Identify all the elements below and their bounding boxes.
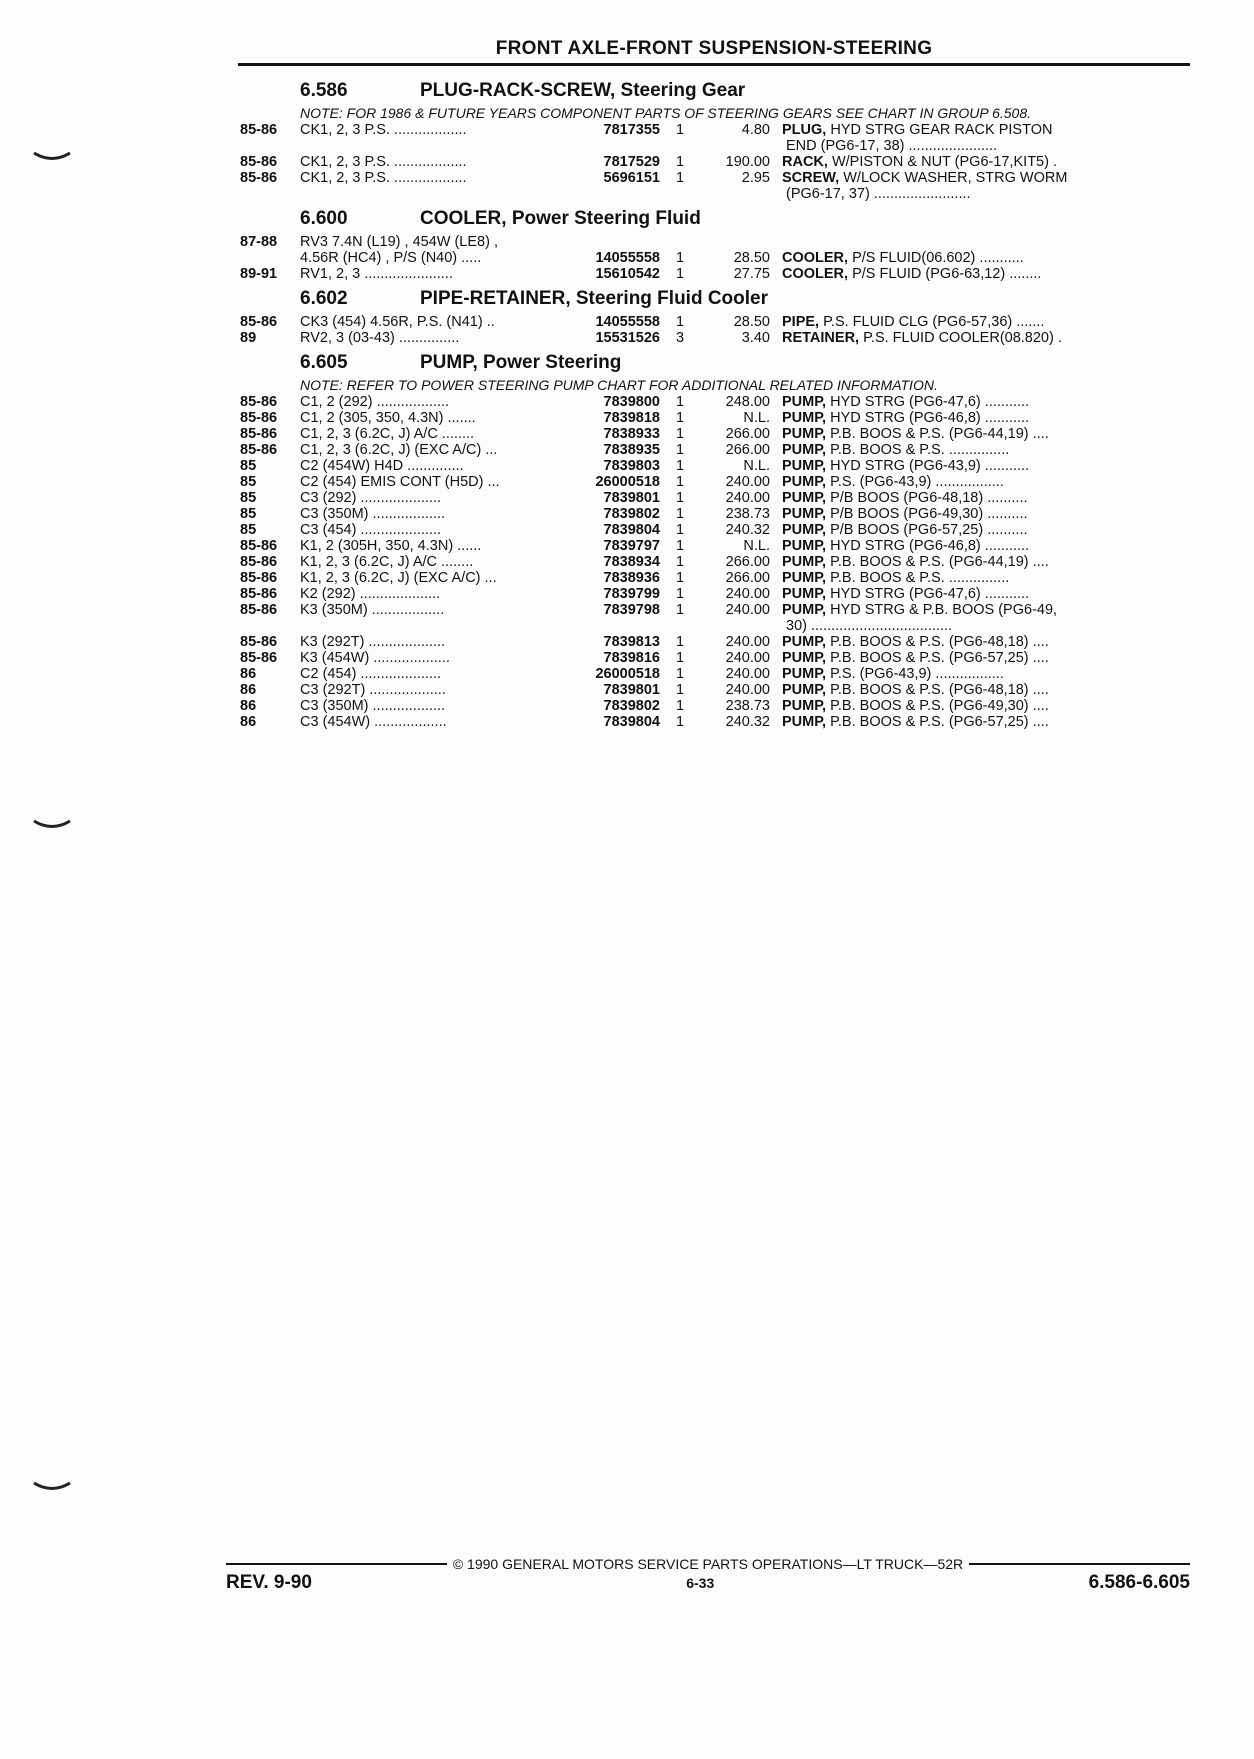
description <box>770 538 1170 554</box>
year-range: 85 <box>240 506 257 522</box>
model-spec: C1, 2 (305, 350, 4.3N) ....... <box>300 410 476 426</box>
part-number: 15610542 <box>595 266 660 282</box>
description <box>770 490 1170 506</box>
model-spec: RV1, 2, 3 ...................... <box>300 266 453 282</box>
part-row <box>240 634 1190 650</box>
part-detail: P.B. BOOS & P.S. (PG6-44,19) .... <box>826 426 1049 442</box>
part-row <box>240 234 1190 250</box>
part-detail: P/B BOOS (PG6-49,30) .......... <box>826 506 1028 522</box>
part-number: 14055558 <box>595 250 660 266</box>
part-name: PUMP, <box>782 682 827 698</box>
price: 240.32 <box>725 714 770 730</box>
part-row <box>240 266 1190 282</box>
quantity: 1 <box>675 714 685 730</box>
part-name: PUMP, <box>782 586 827 602</box>
section-note: NOTE: REFER TO POWER STEERING PUMP CHART FOR ADDITIONAL RELATED INFORMATION. <box>300 377 938 393</box>
year-range: 85-86 <box>240 426 278 442</box>
quantity: 1 <box>675 474 685 490</box>
footer-rule-left <box>226 1563 447 1565</box>
quantity: 1 <box>675 314 685 330</box>
description <box>770 554 1170 570</box>
part-name: PLUG, <box>782 122 827 138</box>
part-number: 7839801 <box>603 682 660 698</box>
model-spec: C2 (454) EMIS CONT (H5D) ... <box>300 474 500 490</box>
part-name: PUMP, <box>782 634 827 650</box>
model-spec: C3 (454W) .................. <box>300 714 447 730</box>
part-number: 26000518 <box>595 474 660 490</box>
section-title: COOLER, Power Steering Fluid <box>420 208 701 229</box>
model-spec: C3 (292T) ................... <box>300 682 446 698</box>
price: 240.00 <box>725 586 770 602</box>
copyright-text: © 1990 GENERAL MOTORS SERVICE PARTS OPERATIONS—LT TRUCK—52R <box>452 1556 964 1572</box>
year-range: 85-86 <box>240 442 278 458</box>
page-header <box>238 38 1190 66</box>
model-spec: C3 (454) .................... <box>300 522 442 538</box>
price: 248.00 <box>725 394 770 410</box>
quantity: 1 <box>675 698 685 714</box>
quantity: 1 <box>675 586 685 602</box>
description <box>770 506 1170 522</box>
description <box>770 154 1170 170</box>
footer <box>226 1572 1190 1594</box>
section-title: PLUG-RACK-SCREW, Steering Gear <box>420 80 746 101</box>
part-detail: W/PISTON & NUT (PG6-17,KIT5) . <box>827 154 1058 170</box>
part-name: COOLER, <box>782 266 849 282</box>
model-spec: K3 (350M) .................. <box>300 602 445 618</box>
binder-hole-mark <box>32 818 72 830</box>
section-6.602 <box>240 288 1190 346</box>
part-number: 26000518 <box>595 666 660 682</box>
model-spec: K1, 2 (305H, 350, 4.3N) ...... <box>300 538 482 554</box>
price: 240.00 <box>725 666 770 682</box>
part-name: PUMP, <box>782 442 827 458</box>
part-row <box>240 522 1190 538</box>
part-detail: P/S FLUID(06.602) ........... <box>848 250 1024 266</box>
section-number: 6.586 <box>300 80 348 101</box>
section-heading <box>240 208 1190 234</box>
part-row <box>240 554 1190 570</box>
price: 28.50 <box>733 250 770 266</box>
model-spec: C3 (350M) .................. <box>300 506 446 522</box>
price: 240.00 <box>725 650 770 666</box>
year-range: 85-86 <box>240 570 278 586</box>
section-title: PIPE-RETAINER, Steering Fluid Cooler <box>420 288 769 309</box>
part-row <box>240 394 1190 410</box>
year-range: 85 <box>240 522 257 538</box>
year-range: 89-91 <box>240 266 278 282</box>
part-row <box>240 458 1190 474</box>
price: 240.00 <box>725 490 770 506</box>
quantity: 1 <box>675 442 685 458</box>
part-name: SCREW, <box>782 170 840 186</box>
part-detail: P.B. BOOS & P.S. (PG6-48,18) .... <box>826 682 1049 698</box>
model-spec: CK1, 2, 3 P.S. .................. <box>300 154 467 170</box>
price: 240.00 <box>725 474 770 490</box>
description <box>770 266 1170 282</box>
part-detail: P.B. BOOS & P.S. (PG6-57,25) .... <box>826 714 1049 730</box>
part-number: 7838933 <box>603 426 660 442</box>
model-spec: C3 (350M) .................. <box>300 698 446 714</box>
description <box>770 314 1170 330</box>
part-name: PUMP, <box>782 458 827 474</box>
quantity: 1 <box>675 506 685 522</box>
year-range: 85 <box>240 474 257 490</box>
section-range: 6.586-6.605 <box>1088 1572 1190 1593</box>
part-name: PUMP, <box>782 554 827 570</box>
quantity: 1 <box>675 154 685 170</box>
part-number: 7838935 <box>603 442 660 458</box>
quantity: 1 <box>675 682 685 698</box>
quantity: 1 <box>675 426 685 442</box>
description <box>770 474 1170 490</box>
binder-hole-mark <box>32 150 72 162</box>
year-range: 89 <box>240 330 257 346</box>
year-range: 85-86 <box>240 602 278 618</box>
part-row <box>240 410 1190 426</box>
part-row <box>240 586 1190 602</box>
year-range: 85-86 <box>240 538 278 554</box>
part-row <box>240 570 1190 586</box>
year-range: 86 <box>240 666 257 682</box>
quantity: 1 <box>675 634 685 650</box>
model-spec: 4.56R (HC4) , P/S (N40) ..... <box>300 250 482 266</box>
part-number: 7839803 <box>603 458 660 474</box>
quantity: 3 <box>675 330 685 346</box>
part-name: PUMP, <box>782 570 827 586</box>
part-name: PUMP, <box>782 714 827 730</box>
part-name: PUMP, <box>782 426 827 442</box>
model-spec: RV2, 3 (03-43) ............... <box>300 330 460 346</box>
model-spec: CK3 (454) 4.56R, P.S. (N41) .. <box>300 314 495 330</box>
part-detail: P.B. BOOS & P.S. (PG6-49,30) .... <box>826 698 1049 714</box>
part-number: 7839799 <box>603 586 660 602</box>
part-name: PUMP, <box>782 602 827 618</box>
model-spec: C1, 2, 3 (6.2C, J) (EXC A/C) ... <box>300 442 498 458</box>
part-name: PUMP, <box>782 538 827 554</box>
description <box>770 698 1170 714</box>
part-number: 7839797 <box>603 538 660 554</box>
price: 240.00 <box>725 602 770 618</box>
part-number: 7839802 <box>603 698 660 714</box>
price: 266.00 <box>725 554 770 570</box>
description <box>770 330 1170 346</box>
part-number: 14055558 <box>595 314 660 330</box>
section-number: 6.605 <box>300 352 348 373</box>
part-name: PUMP, <box>782 474 827 490</box>
description <box>770 442 1170 458</box>
part-number: 7839813 <box>603 634 660 650</box>
year-range: 85 <box>240 490 257 506</box>
part-name: PUMP, <box>782 666 827 682</box>
part-detail: P.B. BOOS & P.S. ............... <box>826 442 1010 458</box>
binder-hole-mark <box>32 1480 72 1492</box>
part-row <box>240 506 1190 522</box>
part-detail: P.S. (PG6-43,9) ................. <box>826 474 1004 490</box>
part-row <box>240 474 1190 490</box>
section-heading <box>240 288 1190 314</box>
model-spec: K2 (292) .................... <box>300 586 441 602</box>
part-row <box>240 682 1190 698</box>
price: N.L. <box>743 538 770 554</box>
part-row <box>240 250 1190 266</box>
part-detail: HYD STRG (PG6-46,8) ........... <box>826 538 1030 554</box>
model-spec: C1, 2 (292) .................. <box>300 394 450 410</box>
footer-copyright-line <box>226 1556 1190 1572</box>
quantity: 1 <box>675 458 685 474</box>
section-note: NOTE: FOR 1986 & FUTURE YEARS COMPONENT PARTS OF STEERING GEARS SEE CHART IN GROUP 6.508. <box>300 105 1032 121</box>
part-number: 7817355 <box>603 122 660 138</box>
part-row <box>240 602 1190 618</box>
year-range: 85-86 <box>240 122 278 138</box>
part-number: 15531526 <box>595 330 660 346</box>
part-row-continuation <box>240 618 1190 634</box>
model-spec: CK1, 2, 3 P.S. .................. <box>300 122 467 138</box>
price: 28.50 <box>733 314 770 330</box>
description <box>770 522 1170 538</box>
part-name: PUMP, <box>782 522 827 538</box>
year-range: 85-86 <box>240 314 278 330</box>
part-detail: HYD STRG (PG6-47,6) ........... <box>826 394 1030 410</box>
part-number: 7839804 <box>603 714 660 730</box>
part-name: PUMP, <box>782 698 827 714</box>
description <box>770 570 1170 586</box>
year-range: 86 <box>240 714 257 730</box>
description <box>770 634 1170 650</box>
part-detail: P.B. BOOS & P.S. ............... <box>826 570 1010 586</box>
part-name: RETAINER, <box>782 330 860 346</box>
part-row <box>240 314 1190 330</box>
quantity: 1 <box>675 122 685 138</box>
part-detail: P.B. BOOS & P.S. (PG6-57,25) .... <box>826 650 1049 666</box>
part-row-continuation <box>240 138 1190 154</box>
part-row <box>240 698 1190 714</box>
quantity <box>660 234 700 250</box>
part-name: COOLER, <box>782 250 849 266</box>
part-detail: P.S. (PG6-43,9) ................. <box>826 666 1004 682</box>
year-range: 85-86 <box>240 170 278 186</box>
year-range: 85-86 <box>240 410 278 426</box>
description <box>770 122 1170 138</box>
model-spec: K1, 2, 3 (6.2C, J) A/C ........ <box>300 554 474 570</box>
quantity: 1 <box>675 602 685 618</box>
price: 238.73 <box>725 698 770 714</box>
section-heading <box>240 352 1190 378</box>
description <box>770 586 1170 602</box>
part-row <box>240 666 1190 682</box>
quantity: 1 <box>675 490 685 506</box>
part-number: 7838934 <box>603 554 660 570</box>
part-number: 7839801 <box>603 490 660 506</box>
section-6.600 <box>240 208 1190 282</box>
description <box>770 714 1170 730</box>
description <box>770 234 1170 250</box>
model-spec: K3 (454W) ................... <box>300 650 450 666</box>
quantity: 1 <box>675 570 685 586</box>
model-spec: C2 (454) .................... <box>300 666 442 682</box>
part-detail: P/S FLUID (PG6-63,12) ........ <box>848 266 1042 282</box>
part-detail: HYD STRG (PG6-46,8) ........... <box>826 410 1030 426</box>
year-range: 85-86 <box>240 554 278 570</box>
price <box>700 234 770 250</box>
section-6.605 <box>240 352 1190 730</box>
description <box>770 458 1170 474</box>
footer-rule-right <box>969 1563 1190 1565</box>
model-spec: C3 (292) .................... <box>300 490 442 506</box>
part-name: PUMP, <box>782 650 827 666</box>
part-detail: P.B. BOOS & P.S. (PG6-44,19) .... <box>826 554 1049 570</box>
price: 240.00 <box>725 634 770 650</box>
year-range: 85-86 <box>240 650 278 666</box>
model-spec: C2 (454W) H4D .............. <box>300 458 464 474</box>
part-number: 7839800 <box>603 394 660 410</box>
price: N.L. <box>743 410 770 426</box>
price: 266.00 <box>725 442 770 458</box>
description-continuation: (PG6-17, 37) ........................ <box>786 186 971 202</box>
quantity: 1 <box>675 522 685 538</box>
part-row <box>240 714 1190 730</box>
quantity: 1 <box>675 250 685 266</box>
page-number: 6-33 <box>686 1575 715 1591</box>
part-number: 7817529 <box>603 154 660 170</box>
year-range: 85-86 <box>240 154 278 170</box>
year-range: 85-86 <box>240 634 278 650</box>
price: 240.00 <box>725 682 770 698</box>
part-detail: P/B BOOS (PG6-48,18) .......... <box>826 490 1028 506</box>
part-detail: HYD STRG & P.B. BOOS (PG6-49, <box>826 602 1058 618</box>
price: 190.00 <box>725 154 770 170</box>
part-row <box>240 330 1190 346</box>
part-row <box>240 538 1190 554</box>
part-name: PIPE, <box>782 314 820 330</box>
description <box>770 410 1170 426</box>
model-spec: K3 (292T) ................... <box>300 634 446 650</box>
part-row <box>240 442 1190 458</box>
year-range <box>240 250 300 266</box>
description <box>770 666 1170 682</box>
description <box>770 170 1170 186</box>
part-number: 7839818 <box>603 410 660 426</box>
model-spec: K1, 2, 3 (6.2C, J) (EXC A/C) ... <box>300 570 497 586</box>
parts-list <box>240 80 1190 736</box>
quantity: 1 <box>675 170 685 186</box>
part-detail: P.S. FLUID CLG (PG6-57,36) ....... <box>819 314 1045 330</box>
part-name: PUMP, <box>782 490 827 506</box>
part-row-continuation <box>240 186 1190 202</box>
part-number: 7839802 <box>603 506 660 522</box>
part-name: PUMP, <box>782 506 827 522</box>
price: 266.00 <box>725 570 770 586</box>
quantity: 1 <box>675 554 685 570</box>
part-number: 7839804 <box>603 522 660 538</box>
description <box>770 394 1170 410</box>
year-range: 85-86 <box>240 586 278 602</box>
part-detail: HYD STRG (PG6-43,9) ........... <box>826 458 1030 474</box>
description <box>770 682 1170 698</box>
section-heading <box>240 80 1190 106</box>
quantity: 1 <box>675 394 685 410</box>
part-name: PUMP, <box>782 394 827 410</box>
year-range: 86 <box>240 698 257 714</box>
price: 27.75 <box>733 266 770 282</box>
description-continuation: END (PG6-17, 38) ...................... <box>786 138 998 154</box>
page-title: FRONT AXLE-FRONT SUSPENSION-STEERING <box>495 38 933 59</box>
part-name: RACK, <box>782 154 828 170</box>
price: N.L. <box>743 458 770 474</box>
price: 3.40 <box>741 330 770 346</box>
description-continuation: 30) ................................... <box>786 618 952 634</box>
description <box>770 426 1170 442</box>
part-detail: P.B. BOOS & P.S. (PG6-48,18) .... <box>826 634 1049 650</box>
quantity: 1 <box>675 266 685 282</box>
section-title: PUMP, Power Steering <box>420 352 622 373</box>
quantity: 1 <box>675 538 685 554</box>
revision-label: REV. 9-90 <box>226 1572 312 1593</box>
part-row <box>240 650 1190 666</box>
price: 238.73 <box>725 506 770 522</box>
part-detail: HYD STRG (PG6-47,6) ........... <box>826 586 1030 602</box>
part-row <box>240 122 1190 138</box>
section-6.586 <box>240 80 1190 202</box>
price: 4.80 <box>741 122 770 138</box>
part-number: 7839798 <box>603 602 660 618</box>
section-number: 6.602 <box>300 288 348 309</box>
part-number: 7839816 <box>603 650 660 666</box>
description <box>770 602 1170 618</box>
year-range: 87-88 <box>240 234 278 250</box>
model-spec: RV3 7.4N (L19) , 454W (LE8) , <box>300 234 498 250</box>
year-range: 85 <box>240 458 257 474</box>
part-number: 7838936 <box>603 570 660 586</box>
price: 240.32 <box>725 522 770 538</box>
part-detail: W/LOCK WASHER, STRG WORM <box>839 170 1068 186</box>
year-range: 86 <box>240 682 257 698</box>
quantity: 1 <box>675 666 685 682</box>
part-name: PUMP, <box>782 410 827 426</box>
description <box>770 650 1170 666</box>
quantity: 1 <box>675 410 685 426</box>
part-number: 5696151 <box>603 170 660 186</box>
part-row <box>240 170 1190 186</box>
part-row <box>240 490 1190 506</box>
model-spec: CK1, 2, 3 P.S. .................. <box>300 170 467 186</box>
part-detail: P/B BOOS (PG6-57,25) .......... <box>826 522 1028 538</box>
quantity: 1 <box>675 650 685 666</box>
section-number: 6.600 <box>300 208 348 229</box>
part-row <box>240 426 1190 442</box>
model-spec: C1, 2, 3 (6.2C, J) A/C ........ <box>300 426 475 442</box>
description <box>770 250 1170 266</box>
part-row <box>240 154 1190 170</box>
part-detail: HYD STRG GEAR RACK PISTON <box>826 122 1053 138</box>
part-detail: P.S. FLUID COOLER(08.820) . <box>859 330 1062 346</box>
year-range: 85-86 <box>240 394 278 410</box>
price: 2.95 <box>741 170 770 186</box>
part-number <box>570 234 660 250</box>
price: 266.00 <box>725 426 770 442</box>
